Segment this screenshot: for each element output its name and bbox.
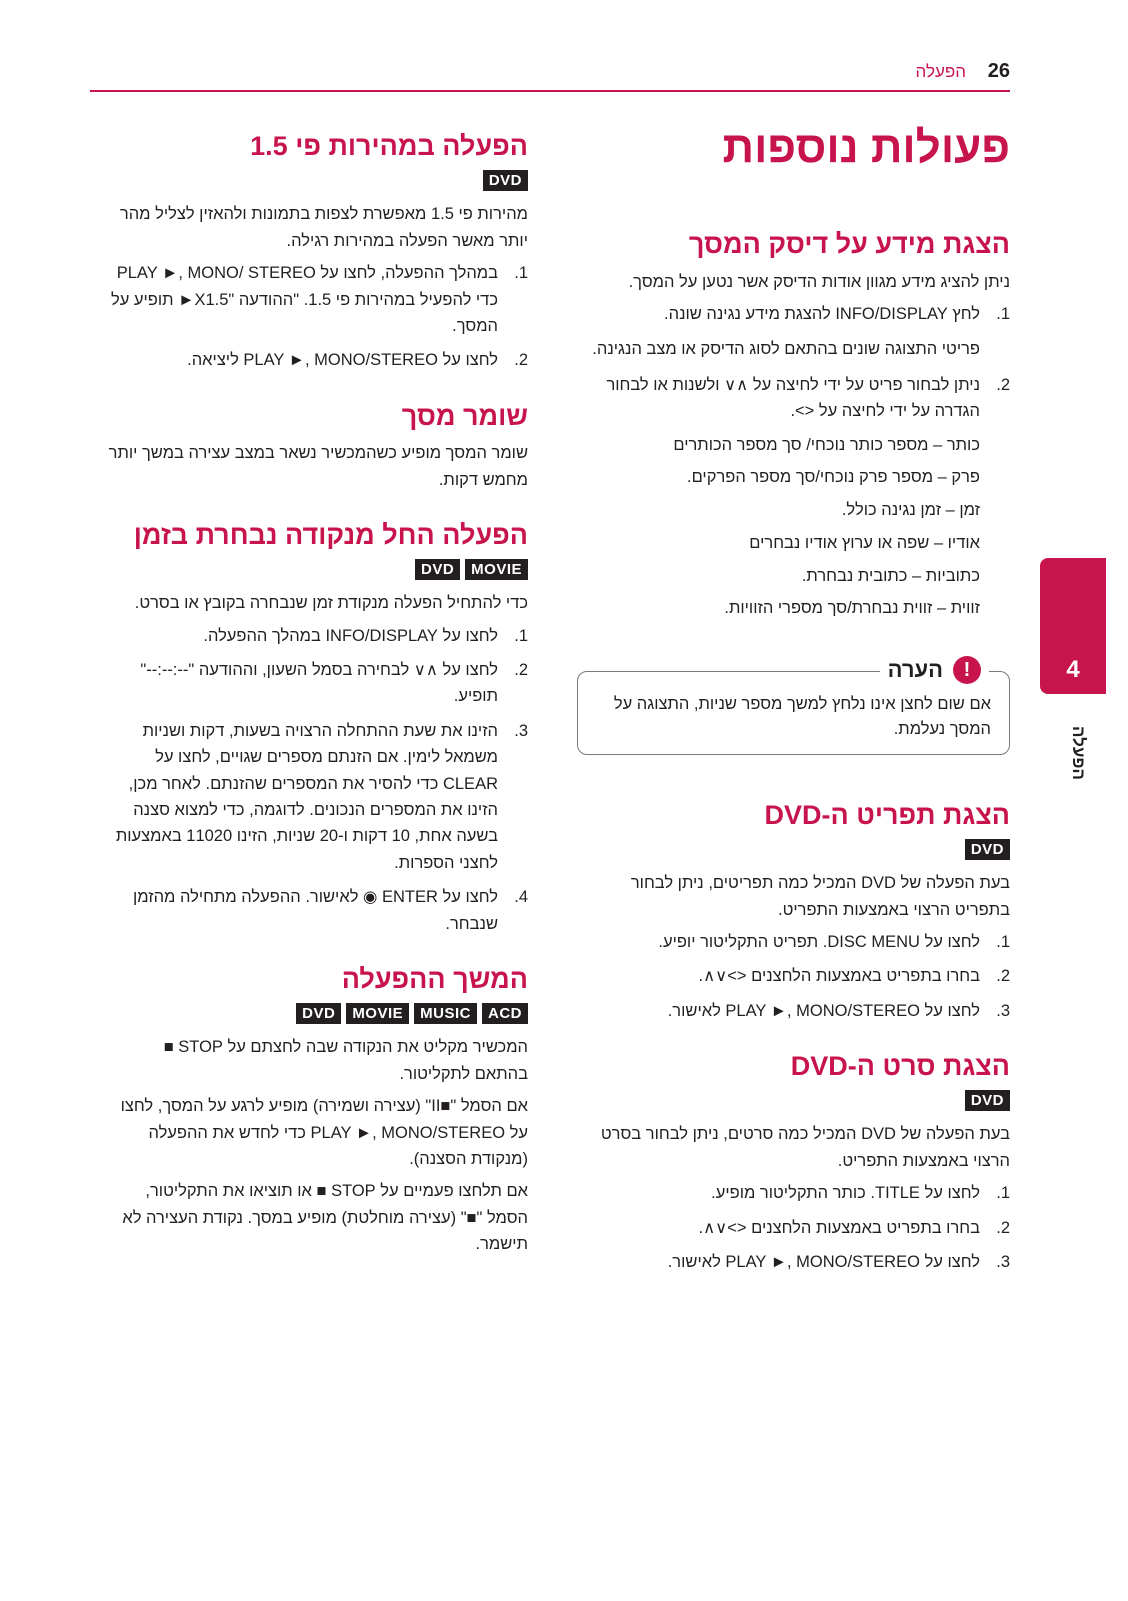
paragraph: המכשיר מקליט את הנקודה שבה לחצתם על STOP ■ בהתאם לתקליטור. — [163, 1038, 528, 1083]
screen-saver-section — [108, 400, 528, 493]
section-title: הצגת תפריט ה-DVD — [764, 799, 1010, 830]
format-badges — [577, 1090, 1010, 1111]
chapter-title: פעולות נוספות — [722, 123, 1010, 172]
step-number: 1. — [514, 264, 528, 283]
step-item — [577, 963, 1010, 989]
dvd-badge: DVD — [415, 559, 460, 580]
resume-section — [108, 963, 528, 1258]
note-header — [880, 656, 989, 684]
steps-list — [577, 372, 1010, 425]
step-text: במהלך ההפעלה, לחצו על PLAY ►, MONO/ STEREO כדי להפעיל במהירות פי 1.5. "ההודעה "X1.5► תופיע על המסך. — [110, 264, 498, 335]
step-item — [108, 718, 528, 876]
step-item — [108, 260, 528, 339]
step-text: לחצו על ∧∨ לבחירה בסמל השעון, וההודעה "--:--:--" תופיע. — [140, 661, 498, 706]
exclamation-icon: ! — [953, 656, 981, 684]
step-number: 1. — [514, 626, 528, 645]
page-number: 26 — [987, 60, 1010, 82]
section-intro: כדי להתחיל הפעלה מנקודת זמן שנבחרה בקובץ או בסרט. — [134, 594, 528, 613]
steps-list — [577, 301, 1010, 327]
step-text: בחרו בתפריט באמצעות הלחצנים <>∨∧. — [698, 1218, 980, 1237]
chapter-tab-label: הפעלה — [1069, 726, 1088, 780]
step-number: 3. — [996, 1253, 1010, 1272]
step-text: לחץ INFO/DISPLAY להצגת מידע נגינה שונה. — [664, 305, 980, 324]
section-intro: בעת הפעלה של DVD המכיל כמה סרטים, ניתן לבחור בסרט הרצוי באמצעות התפריט. — [600, 1125, 1010, 1170]
section-intro: ניתן להציג מידע מגוון אודות הדיסק אשר נטען על המסך. — [628, 272, 1010, 291]
definition-item: זווית – זווית נבחרת/סך מספרי הזוויות. — [724, 599, 980, 618]
step-text: לחצו על INFO/DISPLAY במהלך ההפעלה. — [203, 626, 498, 645]
paragraph: אם תלחצו פעמיים על STOP ■ או תוציאו את התקליטור, הסמל "■" (עצירה מוחלטת) מופיע במסך. נקודת העצירה לא תישמר. — [122, 1182, 528, 1254]
dvd-badge: DVD — [483, 170, 528, 191]
note-title: הערה — [887, 657, 943, 683]
section-title: שומר מסך — [401, 400, 528, 431]
step-number: 2. — [514, 661, 528, 680]
step-number: 2. — [996, 1218, 1010, 1237]
definition-item: פרק – מספר פרק נוכחי/סך מספר הפרקים. — [686, 468, 980, 487]
step-number: 1. — [996, 932, 1010, 951]
acd-badge: ACD — [482, 1003, 528, 1024]
disc-info-section — [577, 228, 1010, 621]
step-text: ניתן לבחור פריט על ידי לחיצה על ∧∨ ולשנות או לבחור הגדרה על ידי לחיצה על <>. — [606, 375, 980, 421]
format-badges — [108, 170, 528, 191]
step-text: לחצו על ENTER ◉ לאישור. ההפעלה מתחילה מהזמן שנבחר. — [132, 888, 498, 933]
step-item — [577, 372, 1010, 425]
page-header — [90, 56, 1010, 92]
step-item — [577, 1180, 1010, 1206]
chapter-tab-number: 4 — [1066, 656, 1080, 683]
section-text: שומר המסך מופיע כשהמכשיר נשאר במצב עצירה במשך יותר מחמש דקות. — [108, 444, 528, 489]
step-text: בחרו בתפריט באמצעות הלחצנים <>∨∧. — [698, 967, 980, 986]
note-text: אם שום לחצן אינו נלחץ למשך מספר שניות, התצוגה על המסך נעלמת. — [613, 695, 991, 738]
step-item — [108, 657, 528, 710]
definition-item: כותר – מספר כותר נוכחי/ סך מספר הכותרים — [673, 435, 980, 454]
section-title: הפעלה במהירות פי 1.5 — [250, 131, 528, 161]
dvd-badge: DVD — [965, 839, 1010, 860]
left-column — [108, 130, 528, 1284]
movie-badge: MOVIE — [465, 559, 528, 580]
format-badges — [108, 559, 528, 580]
section-title: הצגת סרט ה-DVD — [790, 1051, 1010, 1082]
steps-list — [108, 260, 528, 374]
step-text: לחצו על TITLE. כותר התקליטור מופיע. — [711, 1184, 980, 1203]
definition-item: אודיו – שפה או ערוץ אודיו נבחרים — [749, 533, 980, 552]
movie-badge: MOVIE — [346, 1003, 409, 1024]
section-title: הצגת מידע על דיסק המסך — [688, 229, 1010, 260]
step-item — [577, 998, 1010, 1024]
format-badges — [108, 1003, 528, 1024]
definition-item: כתוביות – כתובית נבחרת. — [801, 566, 980, 585]
step-text: לחצו על PLAY ►, MONO/STEREO לאישור. — [667, 1253, 980, 1272]
dvd-badge: DVD — [965, 1090, 1010, 1111]
step-text: לחצו על PLAY ►, MONO/STEREO ליציאה. — [187, 351, 498, 370]
steps-list — [577, 929, 1010, 1024]
format-badges — [577, 839, 1010, 860]
definition-item: זמן – זמן נגינה כולל. — [841, 501, 980, 520]
step-number: 3. — [996, 1001, 1010, 1020]
step-number: 4. — [514, 888, 528, 907]
steps-list — [577, 1180, 1010, 1275]
time-start-section — [108, 519, 528, 937]
step-number: 2. — [514, 351, 528, 370]
definitions-list — [577, 433, 1010, 622]
step-number: 2. — [996, 967, 1010, 986]
section-intro: מהירות פי 1.5 מאפשרת לצפות בתמונות ולהאזין לצליל מהר יותר מאשר הפעלה במהירות רגילה. — [119, 205, 528, 250]
step-number: 3. — [514, 721, 528, 740]
dvd-badge: DVD — [296, 1003, 341, 1024]
step-text: לחצו על PLAY ►, MONO/STEREO לאישור. — [667, 1001, 980, 1020]
steps-list — [108, 623, 528, 937]
step-item — [108, 884, 528, 937]
right-column — [577, 104, 1010, 1301]
step-text: לחצו על DISC MENU. תפריט התקליטור יופיע. — [658, 932, 980, 951]
step-item — [577, 929, 1010, 955]
step-item — [108, 347, 528, 373]
step-number: 2. — [996, 375, 1010, 394]
section-title: המשך ההפעלה — [341, 963, 528, 994]
step-item — [108, 623, 528, 649]
dvd-menu-section — [577, 799, 1010, 1024]
dvd-title-section — [577, 1050, 1010, 1275]
step-item — [577, 1249, 1010, 1275]
step-number: 1. — [996, 1184, 1010, 1203]
step-number: 1. — [996, 305, 1010, 324]
sub-note: פריטי התצוגה שונים בהתאם לסוג הדיסק או מצב הנגינה. — [592, 339, 980, 358]
step-text: הזינו את שעת ההתחלה הרצויה בשעות, דקות ושניות משמאל לימין. אם הזנתם מספרים שגויים, לחצו על CLEAR כדי להסיר את המספרים שהזנתם. לאחר מכן, הזינו את המספרים הנכונים. לדוגמה, כדי למצוא סצנה בשעה אחת, 10 דקות ו-20 שניות, הזינו 11020 באמצעות לחצני הספרות. — [115, 721, 498, 872]
header-section-title: הפעלה — [915, 62, 966, 81]
step-item — [577, 301, 1010, 327]
speed-section — [108, 130, 528, 374]
section-intro: בעת הפעלה של DVD המכיל כמה תפריטים, ניתן לבחור בתפריט הרצוי באמצעות התפריט. — [630, 874, 1010, 919]
note-box — [577, 657, 1010, 755]
music-badge: MUSIC — [414, 1003, 477, 1024]
section-title: הפעלה החל מנקודה נבחרת בזמן — [133, 519, 528, 550]
step-item — [577, 1215, 1010, 1241]
paragraph: אם הסמל "■II" (עצירה ושמירה) מופיע לרגע על המסך, לחצו על PLAY ►, MONO/STEREO כדי לחדש את ההפעלה (מנקודת הסצנה). — [120, 1097, 528, 1168]
